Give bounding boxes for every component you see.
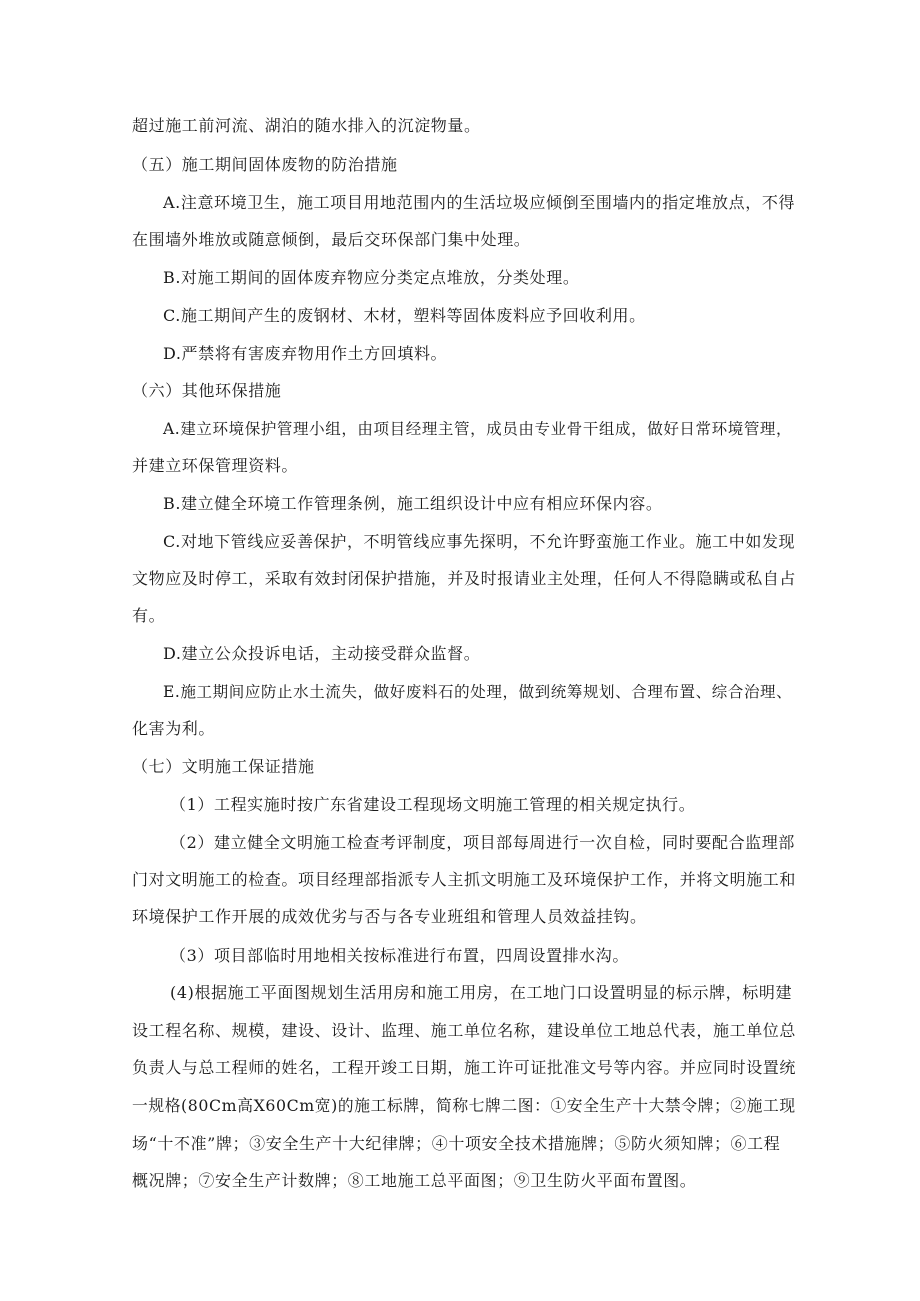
text-line-09: A.建立环境保护管理小组，由项目经理主管，成员由专业骨干组成，做好日常环境管理， xyxy=(163,420,793,438)
text-line-07: D.严禁将有害废弃物用作土方回填料。 xyxy=(163,344,448,363)
text-line-10: 并建立环保管理资料。 xyxy=(132,456,299,475)
section-heading-6: （六）其他环保措施 xyxy=(132,381,282,400)
text-line-14: 有。 xyxy=(132,606,166,625)
text-line-21: 门对文明施工的检查。项目经理部指派专人主抓文明施工及环境保护工作，并将文明施工和 xyxy=(132,870,797,889)
text-line-04: 在围墙外堆放或随意倾倒，最后交环保部门集中处理。 xyxy=(132,230,531,249)
text-line-06: C.施工期间产生的废钢材、木材，塑料等固体废料应予回收利用。 xyxy=(163,306,646,325)
text-line-16: E.施工期间应防止水土流失，做好废料石的处理，做到统筹规划、合理布置、综合治理、 xyxy=(163,683,793,701)
text-line-25: 设工程名称、规模，建设、设计、监理、施工单位名称，建设单位工地总代表，施工单位总 xyxy=(132,1021,797,1040)
text-line-12: C.对地下管线应妥善保护，不明管线应事先探明，不允许野蛮施工作业。施工中如发现 xyxy=(163,532,796,551)
text-line-29: 概况牌；⑦安全生产计数牌；⑧工地施工总平面图；⑨卫生防火平面布置图。 xyxy=(132,1171,697,1190)
text-line-17: 化害为利。 xyxy=(132,719,216,738)
text-line-15: D.建立公众投诉电话，主动接受群众监督。 xyxy=(163,644,481,663)
text-line-03: A.注意环境卫生，施工项目用地范围内的生活垃圾应倾倒至围墙内的指定堆放点，不得 xyxy=(163,193,796,212)
section-heading-7: （七）文明施工保证措施 xyxy=(132,757,315,776)
text-line-26: 负责人与总工程师的姓名，工程开竣工日期，施工许可证批准文号等内容。并应同时设置统 xyxy=(132,1058,797,1077)
text-line-11: B.建立健全环境工作管理条例，施工组织设计中应有相应环保内容。 xyxy=(163,494,663,513)
text-line-24: (4)根据施工平面图规划生活用房和施工用房，在工地门口设置明显的标示牌，标明建 xyxy=(170,983,793,1002)
text-line-23: （3）项目部临时用地相关按标准进行布置，四周设置排水沟。 xyxy=(170,946,629,965)
text-line-22: 环境保护工作开展的成效优劣与否与各专业班组和管理人员效益挂钩。 xyxy=(132,907,647,926)
section-heading-5: （五）施工期间固体废物的防治措施 xyxy=(132,155,398,174)
text-line-20: （2）建立健全文明施工检查考评制度，项目部每周进行一次自检，同时要配合监理部 xyxy=(170,833,795,852)
text-line-13: 文物应及时停工，采取有效封闭保护措施，并及时报请业主处理，任何人不得隐瞒或私自占 xyxy=(132,569,797,588)
text-line-28: 场“十不准”牌；③安全生产十大纪律牌；④十项安全技术措施牌；⑤防火须知牌；⑥工程 xyxy=(132,1134,781,1153)
text-line-01: 超过施工前河流、湖泊的随水排入的沉淀物量。 xyxy=(132,116,481,135)
text-line-19: （1）工程实施时按广东省建设工程现场文明施工管理的相关规定执行。 xyxy=(170,795,696,814)
text-line-27: 一规格(80Cm高X60Cm宽)的施工标牌，简称七牌二图：①安全生产十大禁令牌；②施工现 xyxy=(132,1096,796,1115)
text-line-05: B.对施工期间的固体废弃物应分类定点堆放，分类处理。 xyxy=(163,268,580,287)
